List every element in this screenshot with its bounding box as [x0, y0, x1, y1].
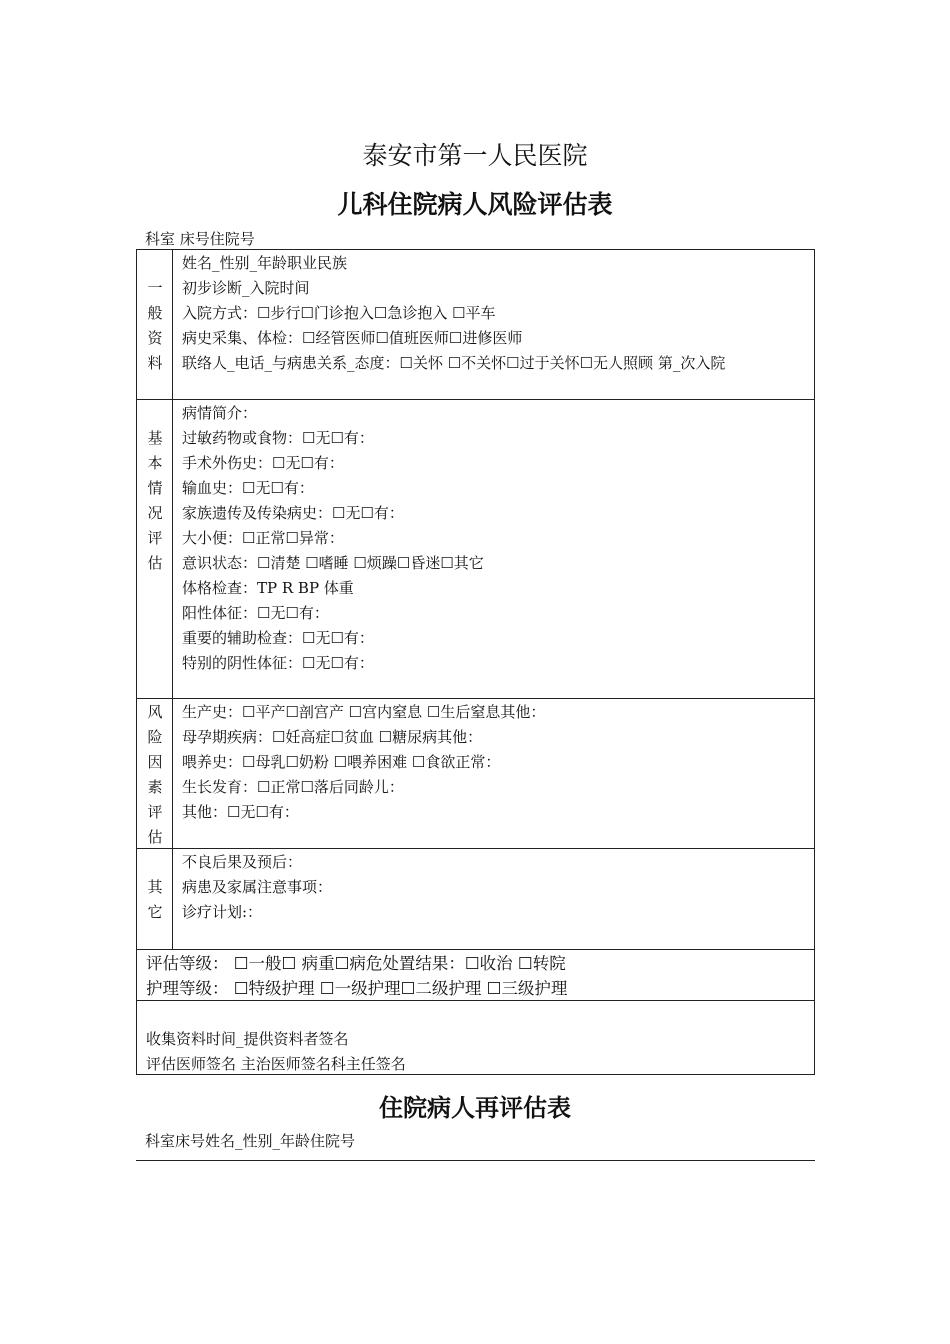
basic-line: 病情简介： [182, 404, 258, 422]
basic-line: 体格检查：TP R BP 体重 [182, 579, 354, 597]
reassessment-header-line: 科室床号姓名_性别_年龄住院号 [145, 1132, 356, 1150]
signature-line: 评估医师签名 主治医师签名科主任签名 [146, 1055, 406, 1073]
reassessment-title: 住院病人再评估表 [379, 1093, 571, 1122]
basic-condition-section [137, 400, 814, 699]
general-line: 入院方式：☐步行☐门诊抱入☐急诊抱入 ☐平车 [182, 304, 496, 322]
risk-line: 生产史：☐平产☐剖宫产 ☐宫内窒息 ☐生后窒息其他： [182, 703, 546, 721]
risk-factor-section [137, 699, 814, 849]
signature-section [137, 1001, 814, 1074]
assessment-grade-line: 评估等级： ☐一般☐ 病重☐病危处置结果：☐收治 ☐转院 [146, 954, 566, 973]
general-line: 病史采集、体检：☐经管医师☐值班医师☐进修医师 [182, 329, 523, 347]
general-info-section [137, 250, 814, 400]
other-side [137, 849, 173, 949]
basic-line: 手术外伤史：☐无☐有： [182, 454, 344, 472]
general-info-lines [182, 251, 725, 376]
general-line: 初步诊断_入院时间 [182, 279, 310, 297]
basic-line: 阳性体征：☐无☐有： [182, 604, 329, 622]
signature-line: 收集资料时间_提供资料者签名 [146, 1030, 349, 1048]
horizontal-rule [136, 1160, 815, 1161]
general-info-side [137, 250, 173, 399]
basic-condition-lines [182, 401, 484, 676]
nursing-grade-line: 护理等级： ☐特级护理 ☐一级护理☐二级护理 ☐三级护理 [146, 979, 568, 998]
risk-line: 喂养史：☐母乳☐奶粉 ☐喂养困难 ☐食欲正常： [182, 753, 501, 771]
basic-line: 特别的阴性体征：☐无☐有： [182, 654, 374, 672]
hospital-name: 泰安市第一人民医院 [362, 141, 588, 170]
risk-factor-lines [182, 700, 545, 825]
risk-factor-side [137, 699, 173, 848]
grade-section [137, 950, 814, 1001]
basic-condition-label: 基 本 情 况 评 估 [147, 429, 163, 572]
risk-line: 母孕期疾病：☐妊高症☐贫血 ☐糖尿病其他： [182, 728, 483, 746]
other-line: 病患及家属注意事项： [182, 878, 333, 896]
risk-line: 生长发育：☐正常☐落后同龄儿： [182, 778, 404, 796]
assessment-table [136, 249, 815, 1075]
grade-lines [146, 951, 567, 1001]
risk-factor-label: 风 险 因 素 评 估 [147, 703, 163, 846]
other-lines [182, 850, 332, 925]
basic-line: 大小便：☐正常☐异常： [182, 529, 344, 547]
other-label: 其 它 [147, 878, 163, 921]
other-line: 不良后果及预后： [182, 853, 303, 871]
basic-line: 输血史：☐无☐有： [182, 479, 314, 497]
basic-line: 家族遗传及传染病史：☐无☐有： [182, 504, 404, 522]
general-line: 联络人_电话_与病患关系_态度：☐关怀 ☐不关怀☐过于关怀☐无人照顾 第_次入院 [182, 354, 726, 372]
basic-condition-side [137, 400, 173, 698]
general-line: 姓名_性别_年龄职业民族 [182, 254, 348, 272]
other-line: 诊疗计划:： [182, 903, 263, 921]
risk-line: 其他：☐无☐有： [182, 803, 299, 821]
basic-line: 意识状态：☐清楚 ☐嗜睡 ☐烦躁☐昏迷☐其它 [182, 554, 484, 572]
form-title: 儿科住院病人风险评估表 [337, 190, 613, 219]
basic-line: 重要的辅助检查：☐无☐有： [182, 629, 374, 647]
general-info-label: 一 般 资 料 [147, 279, 163, 372]
other-section [137, 849, 814, 950]
signature-lines [146, 1027, 406, 1077]
basic-line: 过敏药物或食物：☐无☐有： [182, 429, 374, 447]
form-header-line: 科室 床号住院号 [145, 230, 255, 248]
